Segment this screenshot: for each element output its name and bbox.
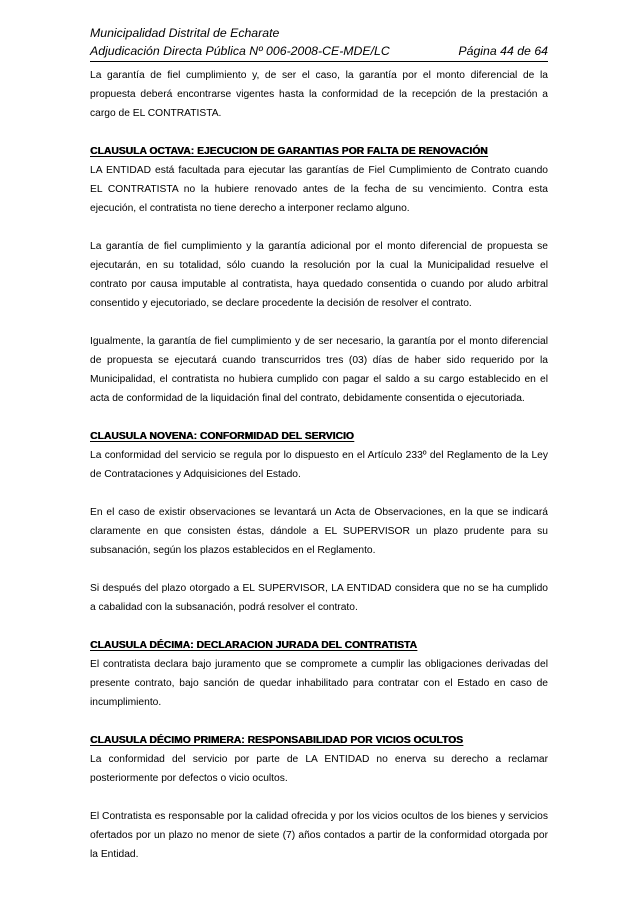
clause-9-paragraph-1: La conformidad del servicio se regula por lo dispuesto en el Artículo 233º del Reglamento de la Ley de Contrataciones y Adquisiciones del Estado. [90,450,548,480]
document-body [90,66,548,864]
header-reference-row [90,42,548,60]
header-organization: Municipalidad Distrital de Echarate [90,26,280,40]
clause-10-paragraph-1: El contratista declara bajo juramento que se compromete a cumplir las obligaciones derivadas del presente contrato, bajo sanción de quedar inhabilitado para contratar con el Estado en caso de incumplimiento. [90,659,548,708]
clause-9-paragraph-3: Si después del plazo otorgado a EL SUPERVISOR, LA ENTIDAD considera que no se ha cumplido a cabalidad con la subsanación, podrá resolver el contrato. [90,583,548,613]
intro-paragraph: La garantía de fiel cumplimiento y, de ser el caso, la garantía por el monto diferencial de la propuesta deberá encontrarse vigentes hasta la conformidad de la recepción de la prestación a cargo de EL CONTRATISTA. [90,70,548,119]
document-page [90,24,548,883]
clause-9-title: CLAUSULA NOVENA: CONFORMIDAD DEL SERVICIO [90,431,354,442]
clause-11-title: CLAUSULA DÉCIMO PRIMERA: RESPONSABILIDAD POR VICIOS OCULTOS [90,735,463,746]
header-page-number: Página 44 de 64 [458,44,548,58]
clause-10-title: CLAUSULA DÉCIMA: DECLARACION JURADA DEL CONTRATISTA [90,640,417,651]
header-document-reference: Adjudicación Directa Pública Nº 006-2008-CE-MDE/LC [90,44,390,58]
clause-8-paragraph-1: LA ENTIDAD está facultada para ejecutar las garantías de Fiel Cumplimiento de Contrato cuando EL CONTRATISTA no la hubiere renovado antes de la fecha de su vencimiento. Contra esta ejecución, el contratista no tiene derecho a interponer reclamo alguno. [90,165,548,214]
clause-11-paragraph-2: El Contratista es responsable por la calidad ofrecida y por los vicios ocultos de los bienes y servicios ofertados por un plazo no menor de siete (7) años contados a partir de la conformidad otorgada por la Entidad. [90,811,548,860]
header-divider [90,61,548,62]
clause-11-paragraph-1: La conformidad del servicio por parte de LA ENTIDAD no enerva su derecho a reclamar posteriormente por defectos o vicio ocultos. [90,754,548,784]
clause-9-paragraph-2: En el caso de existir observaciones se levantará un Acta de Observaciones, en la que se indicará claramente en que consisten éstas, dándole a EL SUPERVISOR un plazo prudente para su subsanación, según los plazos establecidos en el Reglamento. [90,507,548,556]
clause-8-title: CLAUSULA OCTAVA: EJECUCION DE GARANTIAS POR FALTA DE RENOVACIÓN [90,146,488,157]
clause-8-paragraph-3: Igualmente, la garantía de fiel cumplimiento y de ser necesario, la garantía por el monto diferencial de propuesta se ejecutará cuando transcurridos tres (03) días de haber sido requerido por la Municipalidad, el contratista no hubiera cumplido con pagar el saldo a su cargo establecido en el acta de conformidad de la liquidación final del contrato, debidamente consentida o ejecutoriada. [90,336,548,404]
clause-8-paragraph-2: La garantía de fiel cumplimiento y la garantía adicional por el monto diferencial de propuesta se ejecutarán, en su totalidad, sólo cuando la resolución por la cual la Municipalidad resuelve el contrato por causa imputable al contratista, haya quedado consentida o cuando por aludo arbitral consentido y ejecutoriado, se declare procedente la decisión de resolver el contrato. [90,241,548,309]
